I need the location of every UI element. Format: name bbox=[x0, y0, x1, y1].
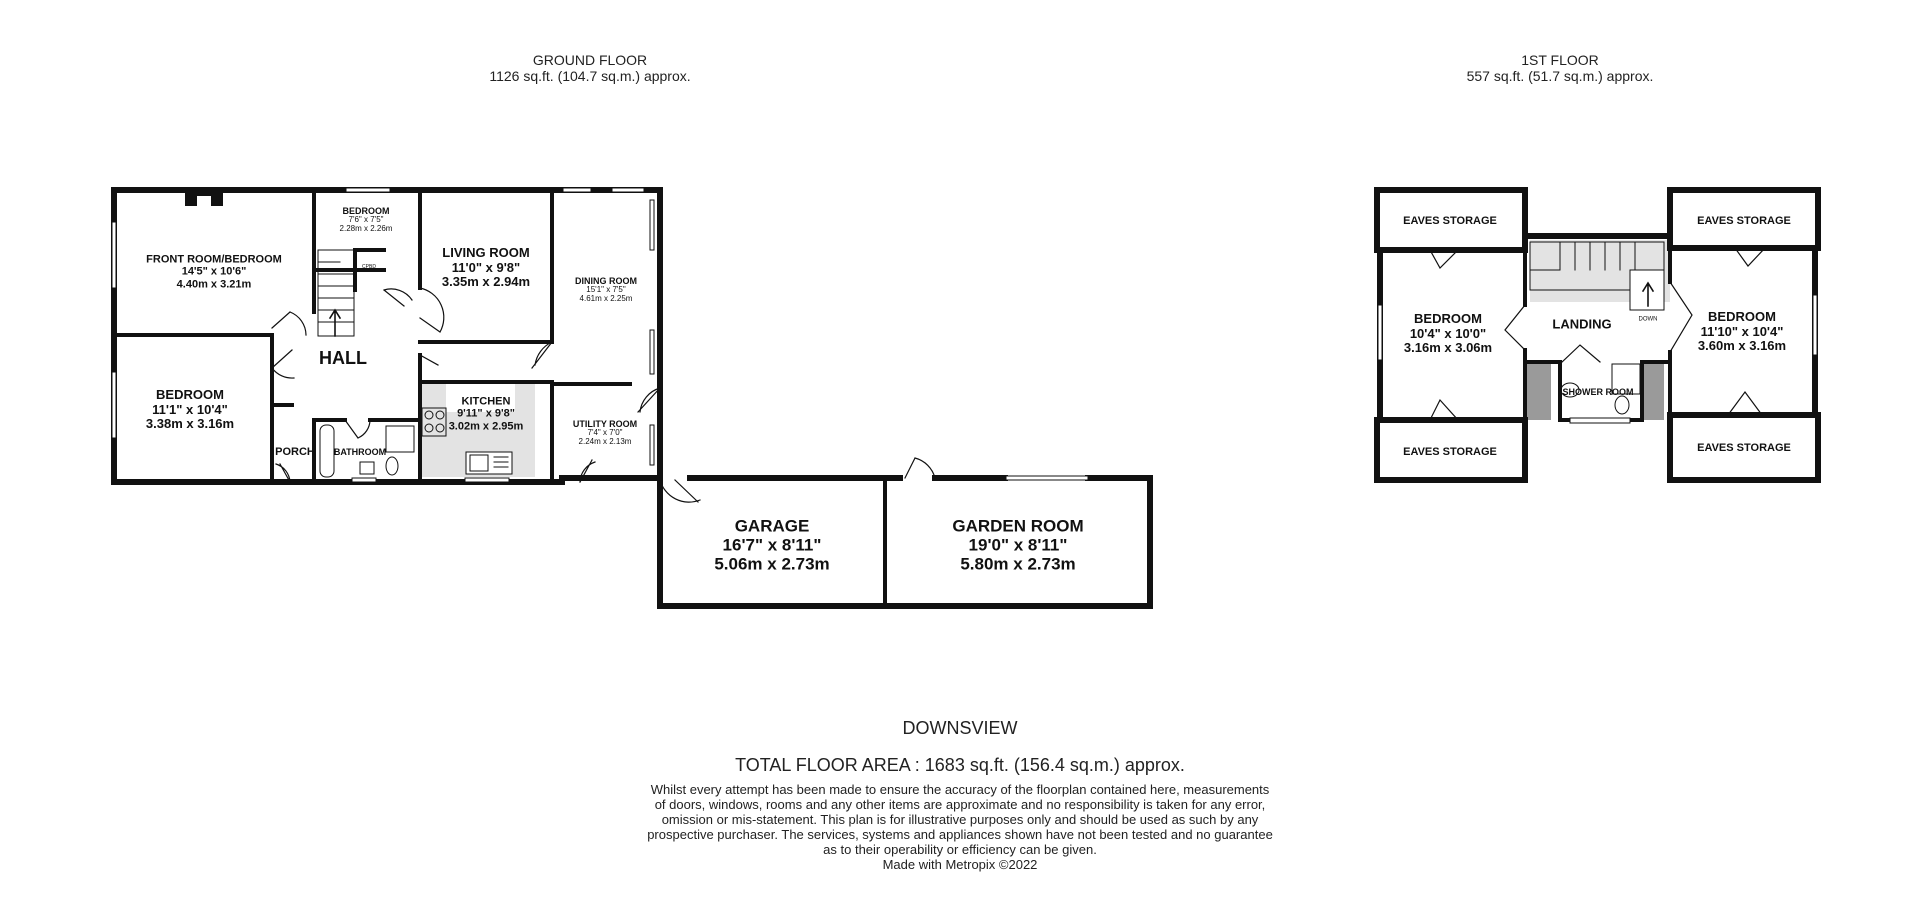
door-garage bbox=[660, 480, 700, 502]
garden-room-window bbox=[1006, 476, 1088, 480]
first-floor-title: 1ST FLOOR bbox=[1521, 52, 1599, 68]
door-bedroom-gf bbox=[272, 350, 294, 378]
room-label-cupboard: CPBD bbox=[362, 264, 376, 271]
door-eaves-br bbox=[1728, 392, 1762, 415]
door-bedroom-1f-right bbox=[1670, 282, 1692, 352]
room-label-utility-room: UTILITY ROOM 7'4" x 7'0" 2.24m x 2.13m bbox=[572, 419, 638, 447]
door-kitchen bbox=[420, 355, 438, 365]
first-floor-area: 557 sq.ft. (51.7 sq.m.) approx. bbox=[1466, 68, 1654, 84]
credit: Made with Metropix ©2022 bbox=[882, 857, 1038, 872]
shaded-void-right bbox=[1642, 364, 1664, 420]
kitchen-sink bbox=[466, 452, 512, 474]
room-label-dining-room: DINING ROOM 15'1" x 7'5" 4.61m x 2.25m bbox=[575, 276, 637, 304]
total-floor-area: TOTAL FLOOR AREA : 1683 sq.ft. (156.4 sq.m.) approx. bbox=[735, 755, 1185, 775]
door-front-room bbox=[272, 312, 306, 335]
first-floor-header bbox=[1410, 52, 1710, 84]
door-bathroom bbox=[345, 420, 370, 438]
bedroom-1f-left-walls bbox=[1380, 250, 1525, 305]
disclaimer-line: omission or mis-statement. This plan is for illustrative purposes only and should be used as such by any bbox=[661, 812, 1259, 827]
room-label-shower-room: SHOWER ROOM bbox=[1562, 386, 1634, 397]
ground-floor-area: 1126 sq.ft. (104.7 sq.m.) approx. bbox=[489, 68, 691, 84]
room-label-eaves-tl: EAVES STORAGE bbox=[1403, 214, 1497, 227]
property-name: DOWNSVIEW bbox=[902, 718, 1018, 738]
hall-stairs bbox=[318, 250, 354, 336]
room-label-bedroom-1f-left: BEDROOM 10'4" x 10'0" 3.16m x 3.06m bbox=[1403, 311, 1493, 356]
stairs-down-label: DOWN bbox=[1638, 316, 1658, 323]
ground-floor-title: GROUND FLOOR bbox=[532, 52, 648, 68]
room-label-eaves-tr: EAVES STORAGE bbox=[1697, 214, 1791, 227]
disclaimer-line: prospective purchaser. The services, systems and appliances shown have not been tested and no guarantee bbox=[647, 827, 1273, 842]
door-utility bbox=[638, 388, 660, 412]
door-bedroom-1f-left bbox=[1505, 305, 1525, 350]
room-label-living-room: LIVING ROOM 11'0" x 9'8" 3.35m x 2.94m bbox=[441, 245, 531, 290]
bedroom-1f-right-walls-b bbox=[1670, 352, 1815, 415]
room-label-bedroom-gf: BEDROOM 11'1" x 10'4" 3.38m x 3.16m bbox=[145, 387, 235, 432]
disclaimer-line: as to their operability or efficiency can be given. bbox=[823, 842, 1097, 857]
room-label-eaves-br: EAVES STORAGE bbox=[1697, 441, 1791, 454]
door-shower bbox=[1562, 345, 1600, 362]
shaded-void-left bbox=[1527, 364, 1551, 420]
disclaimer-line: of doors, windows, rooms and any other items are approximate and no responsibility is taken for any error, bbox=[654, 797, 1266, 812]
door-cpbd bbox=[384, 289, 412, 306]
room-label-bedroom-1f-right: BEDROOM 11'10" x 10'4" 3.60m x 3.16m bbox=[1697, 309, 1787, 354]
ground-floor-header bbox=[440, 52, 740, 84]
door-dining bbox=[532, 342, 552, 368]
shower-window bbox=[1570, 418, 1630, 423]
disclaimer bbox=[0, 782, 1920, 872]
room-label-garden-room: GARDEN ROOM 19'0" x 8'11" 5.80m x 2.73m bbox=[952, 516, 1084, 574]
bedroom-1f-right-walls bbox=[1670, 248, 1815, 282]
room-label-bathroom: BATHROOM bbox=[333, 446, 387, 457]
room-label-landing: LANDING bbox=[1552, 316, 1612, 332]
disclaimer-line: Whilst every attempt has been made to ensure the accuracy of the floorplan contained here, measurements bbox=[650, 782, 1270, 797]
room-label-bedroom-small: BEDROOM 7'6" x 7'5" 2.28m x 2.26m bbox=[339, 206, 393, 234]
room-label-garage: GARAGE 16'7" x 8'11" 5.06m x 2.73m bbox=[714, 516, 830, 574]
room-label-front-room: FRONT ROOM/BEDROOM 14'5" x 10'6" 4.40m x 3.21m bbox=[146, 253, 282, 291]
door-garden-room bbox=[905, 458, 935, 478]
room-label-kitchen: KITCHEN 9'11" x 9'8" 3.02m x 2.95m bbox=[448, 395, 524, 433]
room-label-porch: PORCH bbox=[275, 445, 315, 458]
room-label-eaves-bl: EAVES STORAGE bbox=[1403, 445, 1497, 458]
bedroom-1f-left-walls-b bbox=[1380, 350, 1525, 420]
room-label-hall: HALL bbox=[319, 347, 367, 368]
door-living bbox=[420, 288, 444, 332]
